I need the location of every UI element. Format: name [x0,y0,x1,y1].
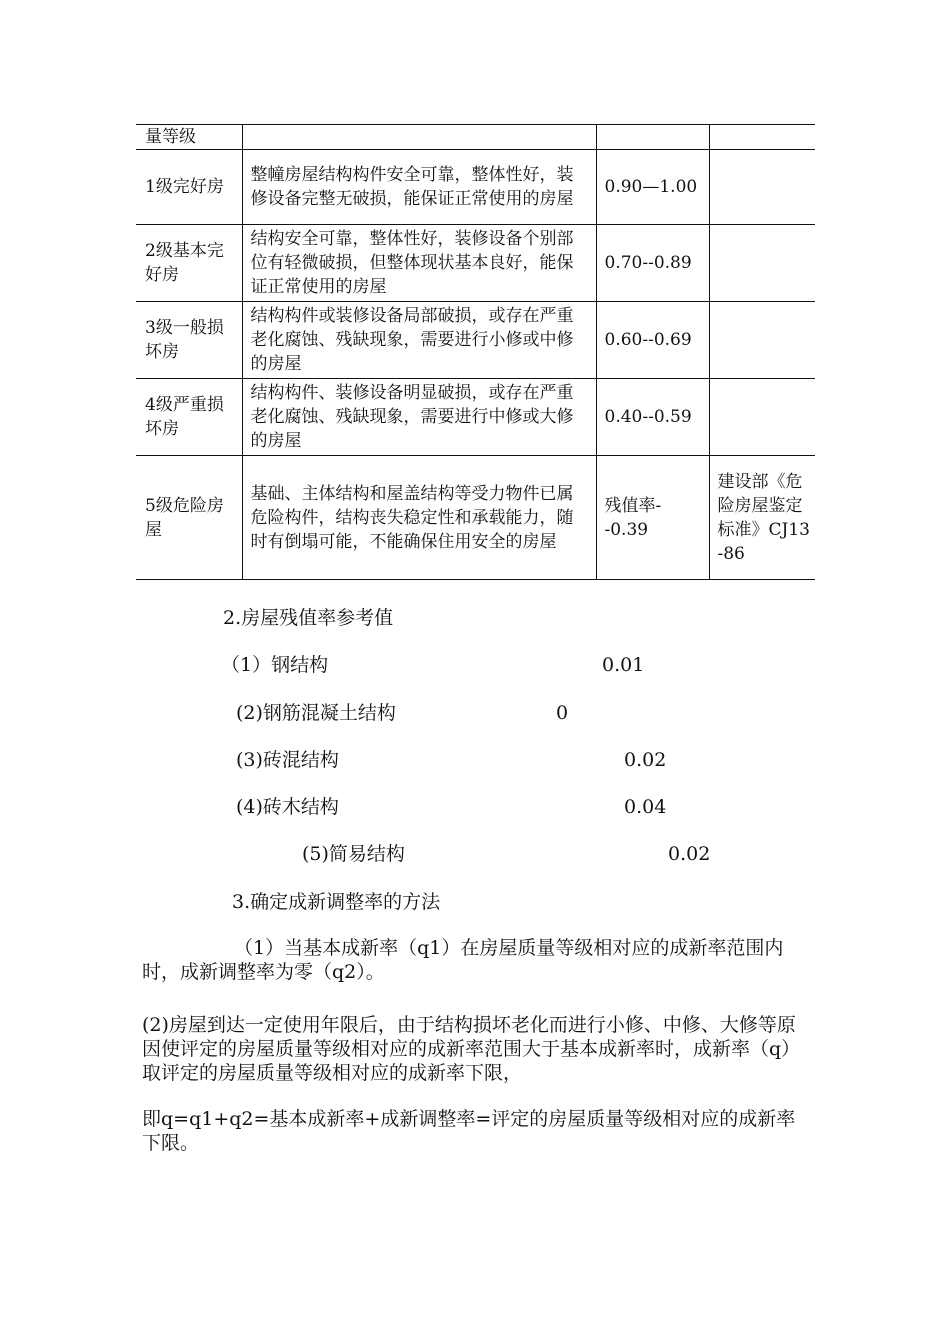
residual-label-3: (3)砖混结构 [236,749,339,771]
section3-paragraph-3: 即q=q1+q2=基本成新率+成新调整率=评定的房屋质量等级相对应的成新率下限。 [142,1108,796,1154]
grade-cell: 4级严重损坏房 [136,379,242,456]
section3-paragraph-1: （1）当基本成新率（q1）在房屋质量等级相对应的成新率范围内时，成新调整率为零（q2）。 [142,937,784,983]
note-cell [709,150,815,225]
header-cell-grade: 量等级 [136,125,242,150]
residual-label-2: (2)钢筋混凝土结构 [236,702,396,724]
residual-label-4: (4)砖木结构 [236,796,339,818]
section3-heading: 3.确定成新调整率的方法 [232,891,441,913]
header-cell-note [709,125,815,150]
table-row [136,456,815,580]
residual-value-2: 0 [556,702,569,724]
description-cell: 整幢房屋结构构件安全可靠，整体性好，装修设备完整无破损，能保证正常使用的房屋 [242,150,596,225]
description-cell: 结构安全可靠，整体性好，装修设备个别部位有轻微破损，但整体现状基本良好，能保证正常使用的房屋 [242,225,596,302]
note-cell [709,302,815,379]
grade-cell: 5级危险房屋 [136,456,242,580]
table-row [136,225,815,302]
header-cell-rate [596,125,709,150]
rate-cell: 0.60--0.69 [596,302,709,379]
rate-cell: 0.90—1.00 [596,150,709,225]
note-cell [709,379,815,456]
residual-label-1: （1）钢结构 [221,654,329,676]
note-cell: 建设部《危险房屋鉴定标准》CJ13-86 [709,456,815,580]
header-cell-desc [242,125,596,150]
residual-value-1: 0.01 [602,654,645,676]
description-cell: 结构构件、装修设备明显破损，或存在严重老化腐蚀、残缺现象，需要进行中修或大修的房屋 [242,379,596,456]
residual-value-4: 0.04 [624,796,667,818]
rate-cell: 0.40--0.59 [596,379,709,456]
table-row [136,150,815,225]
residual-label-5: (5)简易结构 [302,843,405,865]
description-cell: 结构构件或装修设备局部破损，或存在严重老化腐蚀、残缺现象，需要进行小修或中修的房屋 [242,302,596,379]
description-cell: 基础、主体结构和屋盖结构等受力物件已属危险构件，结构丧失稳定性和承载能力，随时有倒塌可能，不能确保住用安全的房屋 [242,456,596,580]
section3-paragraph-2: (2)房屋到达一定使用年限后，由于结构损坏老化而进行小修、中修、大修等原因使评定的房屋质量等级相对应的成新率范围大于基本成新率时，成新率（q）取评定的房屋质量等级相对应的成新率下限， [142,1014,801,1084]
grade-cell: 3级一般损坏房 [136,302,242,379]
section2-heading: 2.房屋残值率参考值 [223,607,394,629]
grade-cell: 2级基本完好房 [136,225,242,302]
residual-value-3: 0.02 [624,749,667,771]
table-row [136,379,815,456]
note-cell [709,225,815,302]
quality-grade-table [136,124,815,580]
grade-cell: 1级完好房 [136,150,242,225]
table-header-row [136,125,815,150]
residual-value-5: 0.02 [668,843,711,865]
rate-cell: 0.70--0.89 [596,225,709,302]
rate-cell: 残值率--0.39 [596,456,709,580]
table-row [136,302,815,379]
